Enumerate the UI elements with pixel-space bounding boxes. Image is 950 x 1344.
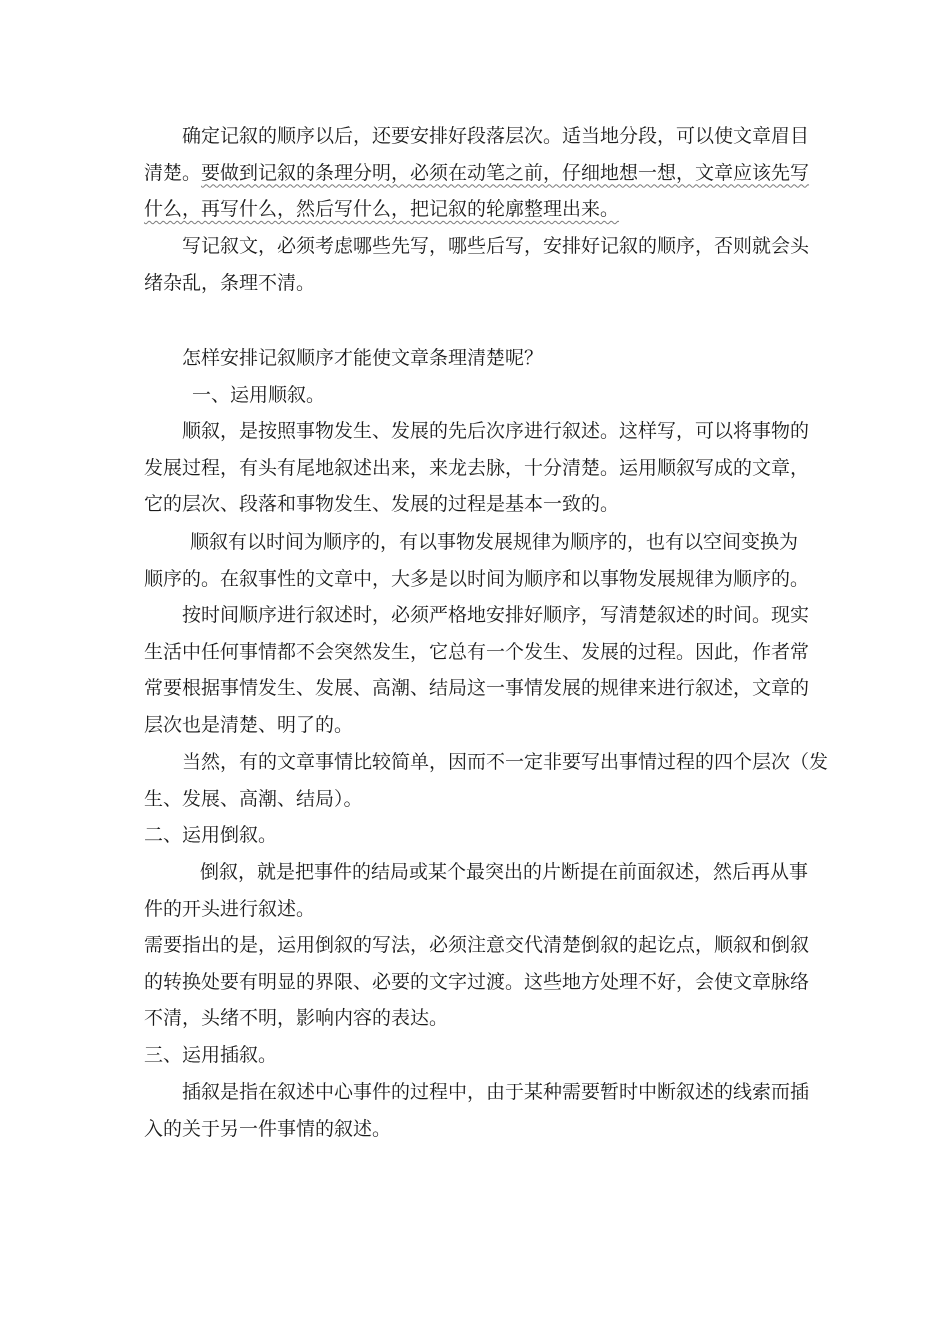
text-line — [144, 191, 804, 228]
paragraph-ordering-levels — [144, 118, 810, 228]
text-line: 怎样安排记叙顺序才能使文章条理清楚呢？ — [182, 347, 544, 369]
text-line: 顺叙，是按照事物发生、发展的先后次序进行叙述。这样写，可以将事物的 — [182, 420, 810, 442]
text-line: 当然，有的文章事情比较简单，因而不一定非要写出事情过程的四个层次（发 — [182, 751, 829, 773]
text-line: 它的层次、段落和事物发生、发展的过程是基本一致的。 — [144, 493, 620, 515]
text-line: 常要根据事情发生、发展、高潮、结局这一事情发展的规律来进行叙述，文章的 — [144, 677, 810, 699]
text-line: 不清，头绪不明，影响内容的表达。 — [144, 1007, 449, 1029]
text-line: 绪杂乱，条理不清。 — [144, 271, 316, 294]
section-heading-sequential — [144, 377, 804, 414]
text-line: 按时间顺序进行叙述时，必须严格地安排好顺序，写清楚叙述的时间。现实 — [182, 604, 810, 626]
text-line: 插叙是指在叙述中心事件的过程中，由于某种需要暂时中断叙述的线索而插 — [182, 1081, 810, 1103]
paragraph-sequential-types — [144, 524, 810, 597]
text-line: 入的关于另一件事情的叙述。 — [144, 1117, 392, 1140]
text-line: 倒叙，就是把事件的结局或某个最突出的片断提在前面叙述，然后再从事 — [200, 861, 809, 883]
paragraph-time-order — [144, 597, 810, 743]
text-line: 确定记叙的顺序以后，还要安排好段落层次。适当地分段，可以使文章眉目 — [182, 125, 810, 147]
text-segment: 清楚。 — [144, 161, 202, 184]
text-line: 需要指出的是，运用倒叙的写法，必须注意交代清楚倒叙的起讫点，顺叙和倒叙 — [144, 934, 810, 956]
paragraph-sequential-definition — [144, 413, 810, 523]
text-line: 三、运用插叙。 — [144, 1044, 278, 1066]
text-line: 二、运用倒叙。 — [144, 824, 278, 846]
grammar-flagged-text: 要做到记叙的条理分明，必须在动笔之前，仔细地想一想，文章应该先写 — [201, 161, 810, 184]
paragraph-flashback-notes — [144, 927, 810, 1037]
section-heading-flashback — [144, 817, 804, 854]
text-line — [144, 155, 810, 192]
paragraph-interpolation-definition — [144, 1074, 810, 1147]
text-line: 件的开头进行叙述。 — [144, 897, 316, 920]
text-line: 顺序的。在叙事性的文章中，大多是以时间为顺序和以事物发展规律为顺序的。 — [144, 567, 810, 590]
grammar-flagged-text: 什么，再写什么，然后写什么，把记叙的轮廓整理出来。 — [144, 198, 620, 220]
text-line: 一、运用顺叙。 — [192, 384, 326, 406]
text-line: 的转换处要有明显的界限、必要的文字过渡。这些地方处理不好，会使文章脉络 — [144, 970, 810, 993]
paragraph-simple-events — [144, 744, 829, 817]
text-line: 顺叙有以时间为顺序的，有以事物发展规律为顺序的，也有以空间变换为 — [190, 531, 799, 553]
paragraph-writing-order — [144, 228, 810, 301]
question-heading — [144, 340, 804, 377]
text-line: 生活中任何事情都不会突然发生，它总有一个发生、发展的过程。因此，作者常 — [144, 640, 810, 663]
text-line: 生、发展、高潮、结局）。 — [144, 787, 363, 810]
paragraph-flashback-definition — [144, 854, 809, 927]
text-line: 发展过程，有头有尾地叙述出来，来龙去脉，十分清楚。运用顺叙写成的文章， — [144, 456, 810, 479]
section-heading-interpolation — [144, 1037, 804, 1074]
text-line: 层次也是清楚、明了的。 — [144, 713, 354, 736]
text-line: 写记叙文，必须考虑哪些先写，哪些后写，安排好记叙的顺序，否则就会头 — [182, 235, 810, 257]
